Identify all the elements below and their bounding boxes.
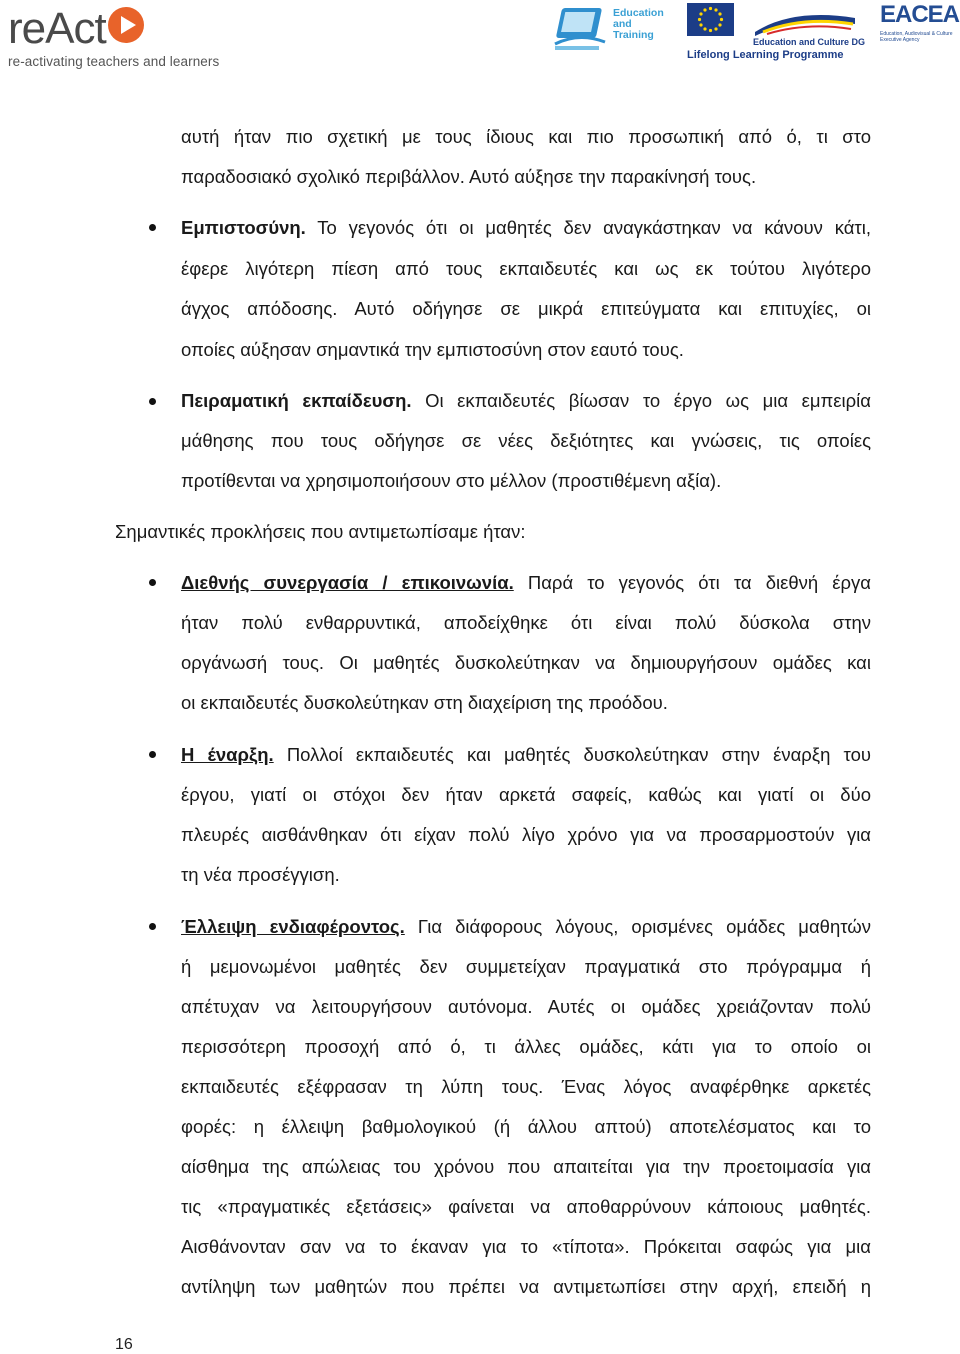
b1-title: Εμπιστοσύνη.	[181, 217, 306, 238]
c3-line-2: ή μεμονωμένοι μαθητές δεν συμμετείχαν πραγματικά στο πρόγραμμα ή	[181, 956, 871, 977]
challenges-heading: Σημαντικές προκλήσεις που αντιμετωπίσαμε ήταν:	[115, 521, 526, 542]
et-line-3: Training	[613, 29, 654, 41]
bullet-icon	[149, 923, 156, 930]
c3-line-3: απέτυχαν να λειτουργήσουν αυτόνομα. Αυτές οι ομάδες χρειάζονταν πολύ	[181, 996, 871, 1017]
c3-line-9: Αισθάνονταν σαν να το έκαναν για το «τίποτα». Πρόκειται σαφώς για μια	[181, 1236, 871, 1257]
c2-title: Η έναρξη.	[181, 744, 274, 765]
eacea-logo	[880, 1, 958, 51]
play-icon	[107, 6, 145, 52]
llp-text: Lifelong Learning Programme	[687, 49, 844, 61]
c3-line-7: αίσθημα της απώλειας του χρόνου που απαιτείται για την προετοιμασία για	[181, 1156, 871, 1177]
c3-line-5: εκπαιδευτές εξέφρασαν τη λύπη τους. Ένας λόγος αναφέρθηκε αρκετές	[181, 1076, 871, 1097]
dg-swoosh-icon	[753, 10, 858, 36]
b2-line-3: προτίθενται να χρησιμοποιήσουν στο μέλλον (προστιθέμενη αξία).	[181, 470, 722, 491]
c1-line-3: οργάνωσή τους. Οι μαθητές δυσκολεύτηκαν να δημιουργήσουν ομάδες και	[181, 652, 871, 673]
b1-line-2: έφερε λιγότερη πίεση από τους εκπαιδευτές και ως εκ τούτου λιγότερο	[181, 258, 871, 279]
b1-line-1: Εμπιστοσύνη. Το γεγονός ότι οι μαθητές δεν αναγκάστηκαν να κάνουν κάτι,	[181, 217, 871, 238]
c3-line-8: τις «πραγματικές εξετάσεις» φαίνεται να αποθαρρύνουν κάποιους μαθητές.	[181, 1196, 871, 1217]
c1-line-4: οι εκπαιδευτές δυσκολεύτηκαν στη διαχείριση της προόδου.	[181, 692, 668, 713]
et-line-1: Education	[613, 7, 664, 19]
intro-line-2: παραδοσιακό σχολικό περιβάλλον. Αυτό αύξησε την παρακίνησή τους.	[181, 166, 757, 187]
c2-line-1: Η έναρξη. Πολλοί εκπαιδευτές και μαθητές δυσκολεύτηκαν στην έναρξη του	[181, 744, 871, 765]
c3-line-10: αντίληψη των μαθητών που πρέπει να αντιμετωπίσει στην αρχή, επειδή η	[181, 1276, 871, 1297]
c2-line-4: τη νέα προσέγγιση.	[181, 864, 340, 885]
bullet-icon	[149, 398, 156, 405]
c2-line-2: έργου, γιατί οι στόχοι δεν ήταν αρκετά σαφείς, καθώς και γιατί οι δύο	[181, 784, 871, 805]
eu-flag-icon	[687, 3, 734, 36]
react-logo-text: reAct	[8, 4, 106, 53]
c3-line-6: φορές: η έλλειψη βαθμολογικού (ή άλλου απτού) αποτελέσματος και το	[181, 1116, 871, 1137]
c1-title: Διεθνής συνεργασία / επικοινωνία.	[181, 572, 514, 593]
c3-title: Έλλειψη ενδιαφέροντος.	[181, 916, 405, 937]
c1-line-2: ήταν πολύ ενθαρρυντικά, αποδείχθηκε ότι είναι πολύ δύσκολα στην	[181, 612, 871, 633]
education-training-logo	[549, 4, 669, 54]
eu-dg-text: Education and Culture DG	[753, 37, 866, 47]
c2-line-3: πλευρές αισθάνθηκαν ότι είχαν πολύ λίγο χρόνο για να προσαρμοστούν για	[181, 824, 871, 845]
b2-line-2: μάθησης που τους οδήγησε σε νέες δεξιότητες και γνώσεις, τις οποίες	[181, 430, 871, 451]
education-training-icon	[549, 4, 609, 54]
bullet-icon	[149, 751, 156, 758]
bullet-icon	[149, 579, 156, 586]
bullet-icon	[149, 224, 156, 231]
et-line-2: and	[613, 18, 632, 30]
eacea-subtitle: Education, Audiovisual & Culture Executive Agency	[880, 31, 953, 43]
intro-line-1: αυτή ήταν πιο σχετική με τους ίδιους και πιο προσωπική από ό, τι στο	[181, 126, 871, 147]
c1-line-1: Διεθνής συνεργασία / επικοινωνία. Παρά το γεγονός ότι τα διεθνή έργα	[181, 572, 871, 593]
eacea-word: EACEA	[880, 1, 960, 28]
b2-title: Πειραματική εκπαίδευση.	[181, 390, 412, 411]
b1-line-3: άγχος απόδοσης. Αυτό οδήγησε σε μικρά επιτεύγματα και επιτυχίες, οι	[181, 298, 871, 319]
react-logo	[8, 6, 219, 69]
b2-line-1: Πειραματική εκπαίδευση. Οι εκπαιδευτές βίωσαν το έργο ως μια εμπειρία	[181, 390, 871, 411]
education-culture-dg-logo	[753, 10, 866, 47]
page-header	[0, 0, 960, 80]
c3-line-4: περισσότερη προσοχή από ό, τι άλλες ομάδες, κάτι για το οποίο οι	[181, 1036, 871, 1057]
c3-line-1: Έλλειψη ενδιαφέροντος. Για διάφορους λόγους, ορισμένες ομάδες μαθητών	[181, 916, 871, 937]
page-number: 16	[115, 1336, 133, 1353]
eu-flag-logo	[687, 3, 734, 36]
react-tagline: re-activating teachers and learners	[8, 54, 220, 69]
b1-line-4: οποίες αύξησαν σημαντικά την εμπιστοσύνη στον εαυτό τους.	[181, 339, 684, 360]
